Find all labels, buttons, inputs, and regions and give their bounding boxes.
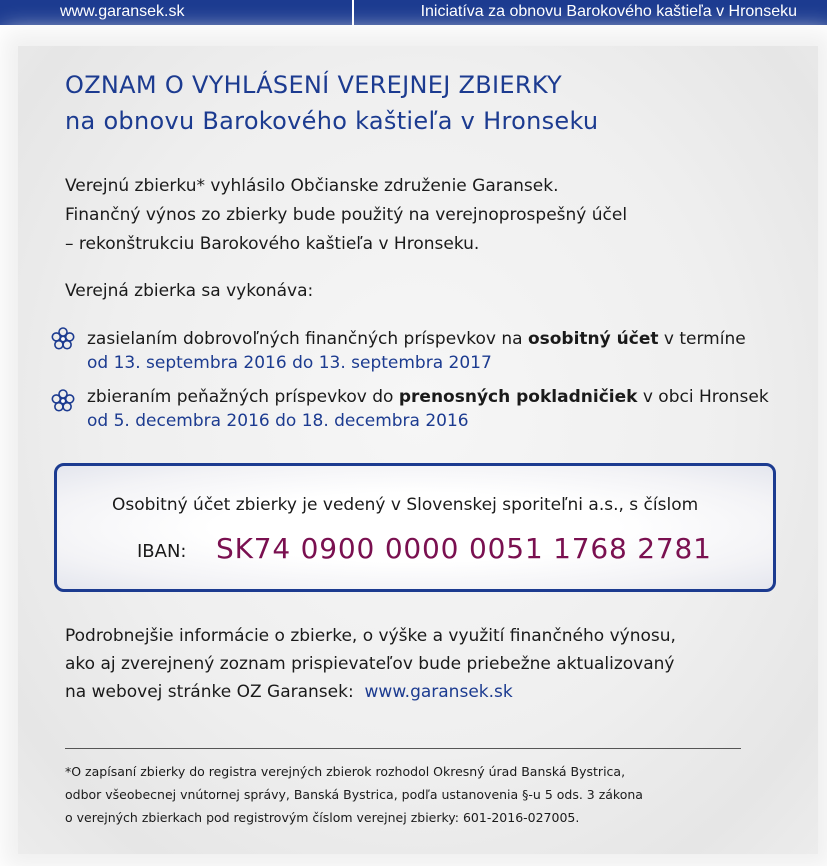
flower-icon (50, 388, 76, 414)
website-link[interactable]: www.garansek.sk (364, 682, 513, 702)
info-line: Podrobnejšie informácie o zbierke, o výške a využití finančného výnosu, (65, 626, 676, 646)
account-text: Osobitný účet zbierky je vedený v Slovenskej sporiteľni a.s., s číslom (112, 495, 699, 515)
info-line: ako aj zverejnený zoznam prispievateľov bude priebežne aktualizovaný (65, 654, 675, 674)
footnote-line: o verejných zbierkach pod registrovým číslom verejnej zbierky: 601-2016-027005. (65, 810, 580, 825)
info-text: na webovej stránke OZ Garansek: (65, 682, 354, 702)
footnote-line: *O zapísaní zbierky do registra verejných zbierok rozhodol Okresný úrad Banská Bystrica, (65, 764, 626, 779)
iban-label: IBAN: (137, 541, 187, 562)
header-bar (0, 0, 827, 25)
method-highlight: osobitný účet (527, 329, 659, 349)
footnote-line: odbor všeobecnej vnútornej správy, Banská Bystrica, podľa ustanovenia §-u 5 ods. 3 zákona (65, 787, 643, 802)
method-text: v obci Hronsek (642, 387, 769, 407)
notice-title: OZNAM O VYHLÁSENÍ VEREJNEJ ZBIERKY (65, 71, 562, 99)
method-text: zbieraním peňažných príspevkov do (87, 387, 394, 407)
intro-line: Verejnú zbierku* vyhlásilo Občianske združenie Garansek. (65, 176, 559, 196)
method-highlight: prenosných pokladničiek (398, 387, 638, 407)
notice-panel (18, 46, 818, 854)
flower-icon (50, 326, 76, 352)
method-text: v termíne (663, 329, 746, 349)
method-item (87, 329, 746, 349)
method-dates: od 13. septembra 2016 do 13. septembra 2017 (87, 353, 492, 373)
method-heading: Verejná zbierka sa vykonáva: (65, 281, 314, 301)
method-dates: od 5. decembra 2016 do 18. decembra 2016 (87, 411, 469, 431)
initiative-title: Iniciatíva za obnovu Barokového kaštieľa v Hronseku (420, 3, 797, 20)
method-item (87, 387, 769, 407)
intro-line: Finančný výnos zo zbierky bude použitý na verejnoprospešný účel (65, 205, 628, 225)
method-text: zasielaním dobrovoľných finančných príspevkov na (87, 329, 523, 349)
notice-subtitle: na obnovu Barokového kaštieľa v Hronseku (65, 107, 599, 135)
info-line (65, 682, 513, 702)
intro-paragraph (65, 172, 627, 259)
header-divider (352, 0, 354, 25)
iban-number: SK74 0900 0000 0051 1768 2781 (216, 532, 712, 565)
footnote-divider (65, 748, 741, 749)
intro-line: – rekonštrukciu Barokového kaštieľa v Hronseku. (65, 234, 480, 254)
account-box (54, 463, 776, 592)
site-link[interactable]: www.garansek.sk (60, 3, 185, 20)
